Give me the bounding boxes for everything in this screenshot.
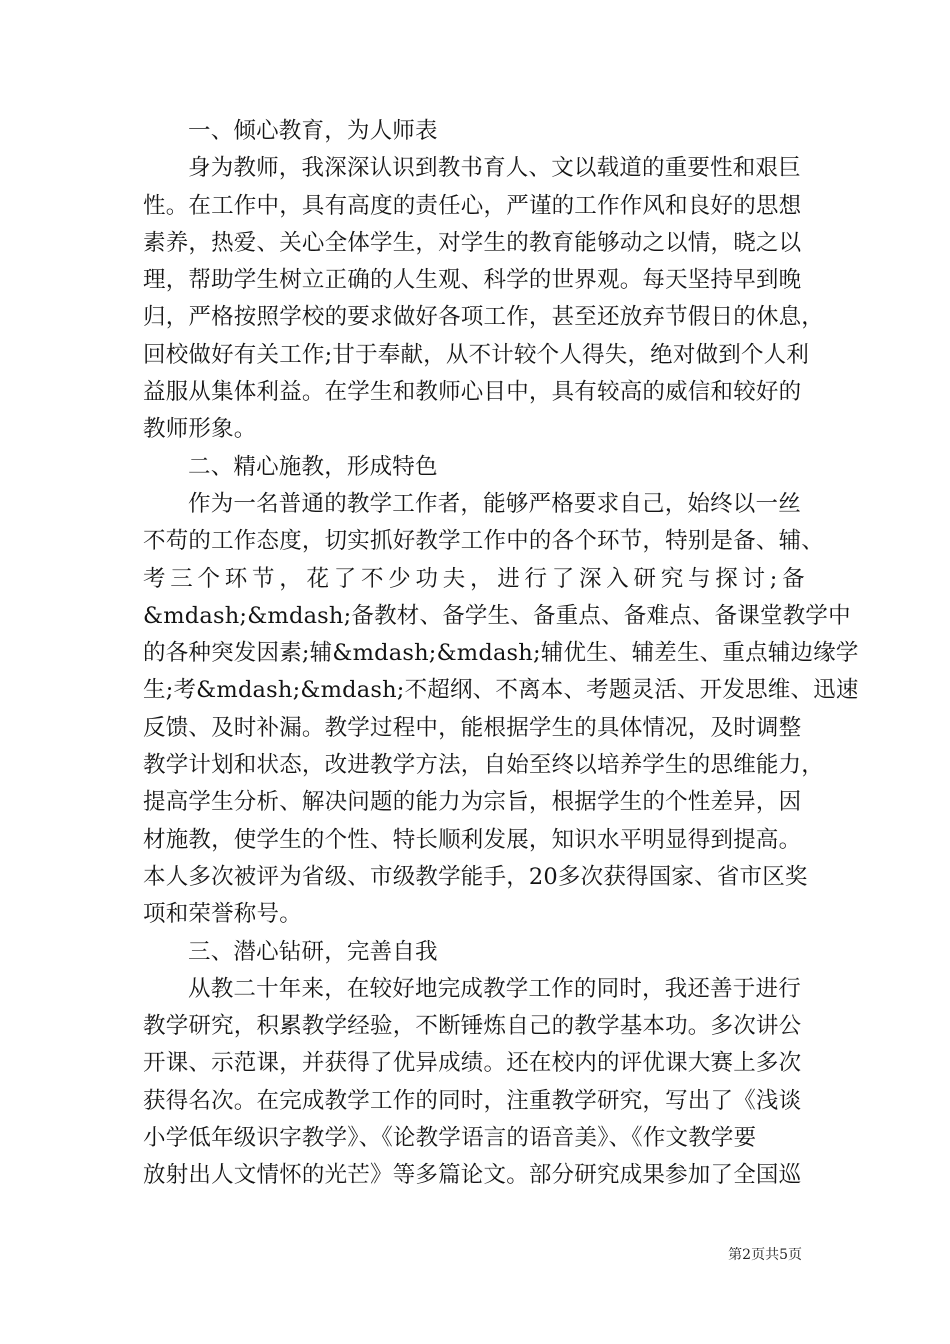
justified-char: 备 [782,565,805,592]
justified-char: 考 [143,565,166,592]
paragraph-line: 素养，热爱、关心全体学生，对学生的教育能够动之以情，晓之以 [143,229,802,256]
paragraph-line: 从教二十年来，在较好地完成教学工作的同时，我还善于进行 [188,975,801,1002]
paragraph-line: 反馈、及时补漏。教学过程中，能根据学生的具体情况，及时调整 [143,714,802,741]
justified-char: 探 [715,565,738,592]
page-number: 第2页共5页 [728,1247,802,1263]
justified-char: 功 [415,565,439,592]
paragraph-line: 开课、示范课，并获得了优异成绩。还在校内的评优课大赛上多次 [143,1050,802,1077]
paragraph-line: 小学低年级识字教学》、《论教学语言的语音美》、《作文教学要 [143,1125,757,1152]
paragraph-line: 归，严格按照学校的要求做好各项工作，甚至还放弃节假日的休息， [143,304,825,331]
paragraph-line: 性。在工作中，具有高度的责任心，严谨的工作作风和良好的思想 [143,192,802,219]
paragraph-line: 教师形象。 [143,416,257,443]
justified-char: ， [279,565,302,592]
paragraph-line: 提高学生分析、解决问题的能力为宗旨，根据学生的个性差异，因 [143,789,802,816]
justified-char: 研 [633,565,657,592]
paragraph-line: 材施教，使学生的个性、特长顺利发展，知识水平明显得到提高。 [143,826,802,853]
paragraph-line-justified [143,561,805,598]
justified-char: 讨 [742,565,766,592]
justified-char: 了 [333,565,357,592]
section-heading: 三、潜心钻研，完善自我 [188,938,438,965]
paragraph-line: 教学计划和状态，改进教学方法，自始至终以培养学生的思维能力， [143,752,825,779]
justified-char: ; [769,565,778,592]
justified-char: 少 [388,565,411,592]
paragraph-line: 回校做好有关工作;甘于奉献，从不计较个人得失，绝对做到个人利 [143,341,810,368]
paragraph-line: 放射出人文情怀的光芒》等多篇论文。部分研究成果参加了全国巡 [143,1162,802,1189]
justified-char: 环 [224,565,248,592]
paragraph-line: 不苟的工作态度，切实抓好教学工作中的各个环节，特别是备、辅、 [143,528,825,555]
justified-char: 个 [197,565,221,592]
justified-char: 不 [361,565,384,592]
justified-char: 行 [524,565,548,592]
paragraph-line: 的各种突发因素;辅&mdash;&mdash;辅优生、辅差生、重点辅边缘学 [143,640,859,667]
paragraph-line: 获得名次。在完成教学工作的同时，注重教学研究，写出了《浅谈 [143,1087,802,1114]
paragraph-line: 身为教师，我深深认识到教书育人、文以载道的重要性和艰巨 [188,155,801,182]
document-body [143,113,859,1195]
justified-char: 深 [579,565,602,592]
paragraph-line: 理，帮助学生树立正确的人生观、科学的世界观。每天坚持早到晚 [143,267,802,294]
justified-char: 了 [551,565,575,592]
paragraph-line: 作为一名普通的教学工作者，能够严格要求自己，始终以一丝 [188,490,801,517]
justified-char: 与 [688,565,711,592]
paragraph-line: 项和荣誉称号。 [143,901,302,928]
justified-char: ， [470,565,493,592]
paragraph-line: 生;考&mdash;&mdash;不超纲、不离本、考题灵活、开发思维、迅速 [143,677,859,704]
paragraph-line: 益服从集体利益。在学生和教师心目中，具有较高的威信和较好的 [143,379,802,406]
justified-char: 花 [306,565,330,592]
paragraph-line: 教学研究，积累教学经验，不断锤炼自己的教学基本功。多次讲公 [143,1013,802,1040]
section-heading: 二、精心施教，形成特色 [188,453,438,480]
paragraph-line: 本人多次被评为省级、市级教学能手，20多次获得国家、省市区奖 [143,863,808,890]
paragraph-line: &mdash;&mdash;备教材、备学生、备重点、备难点、备课堂教学中 [143,602,851,629]
justified-char: 入 [606,565,629,592]
justified-char: 究 [660,565,684,592]
section-heading: 一、倾心教育，为人师表 [188,118,438,144]
justified-char: 夫 [442,565,466,592]
justified-char: 节 [252,565,275,592]
justified-char: 三 [170,565,193,592]
justified-char: 进 [497,565,520,592]
